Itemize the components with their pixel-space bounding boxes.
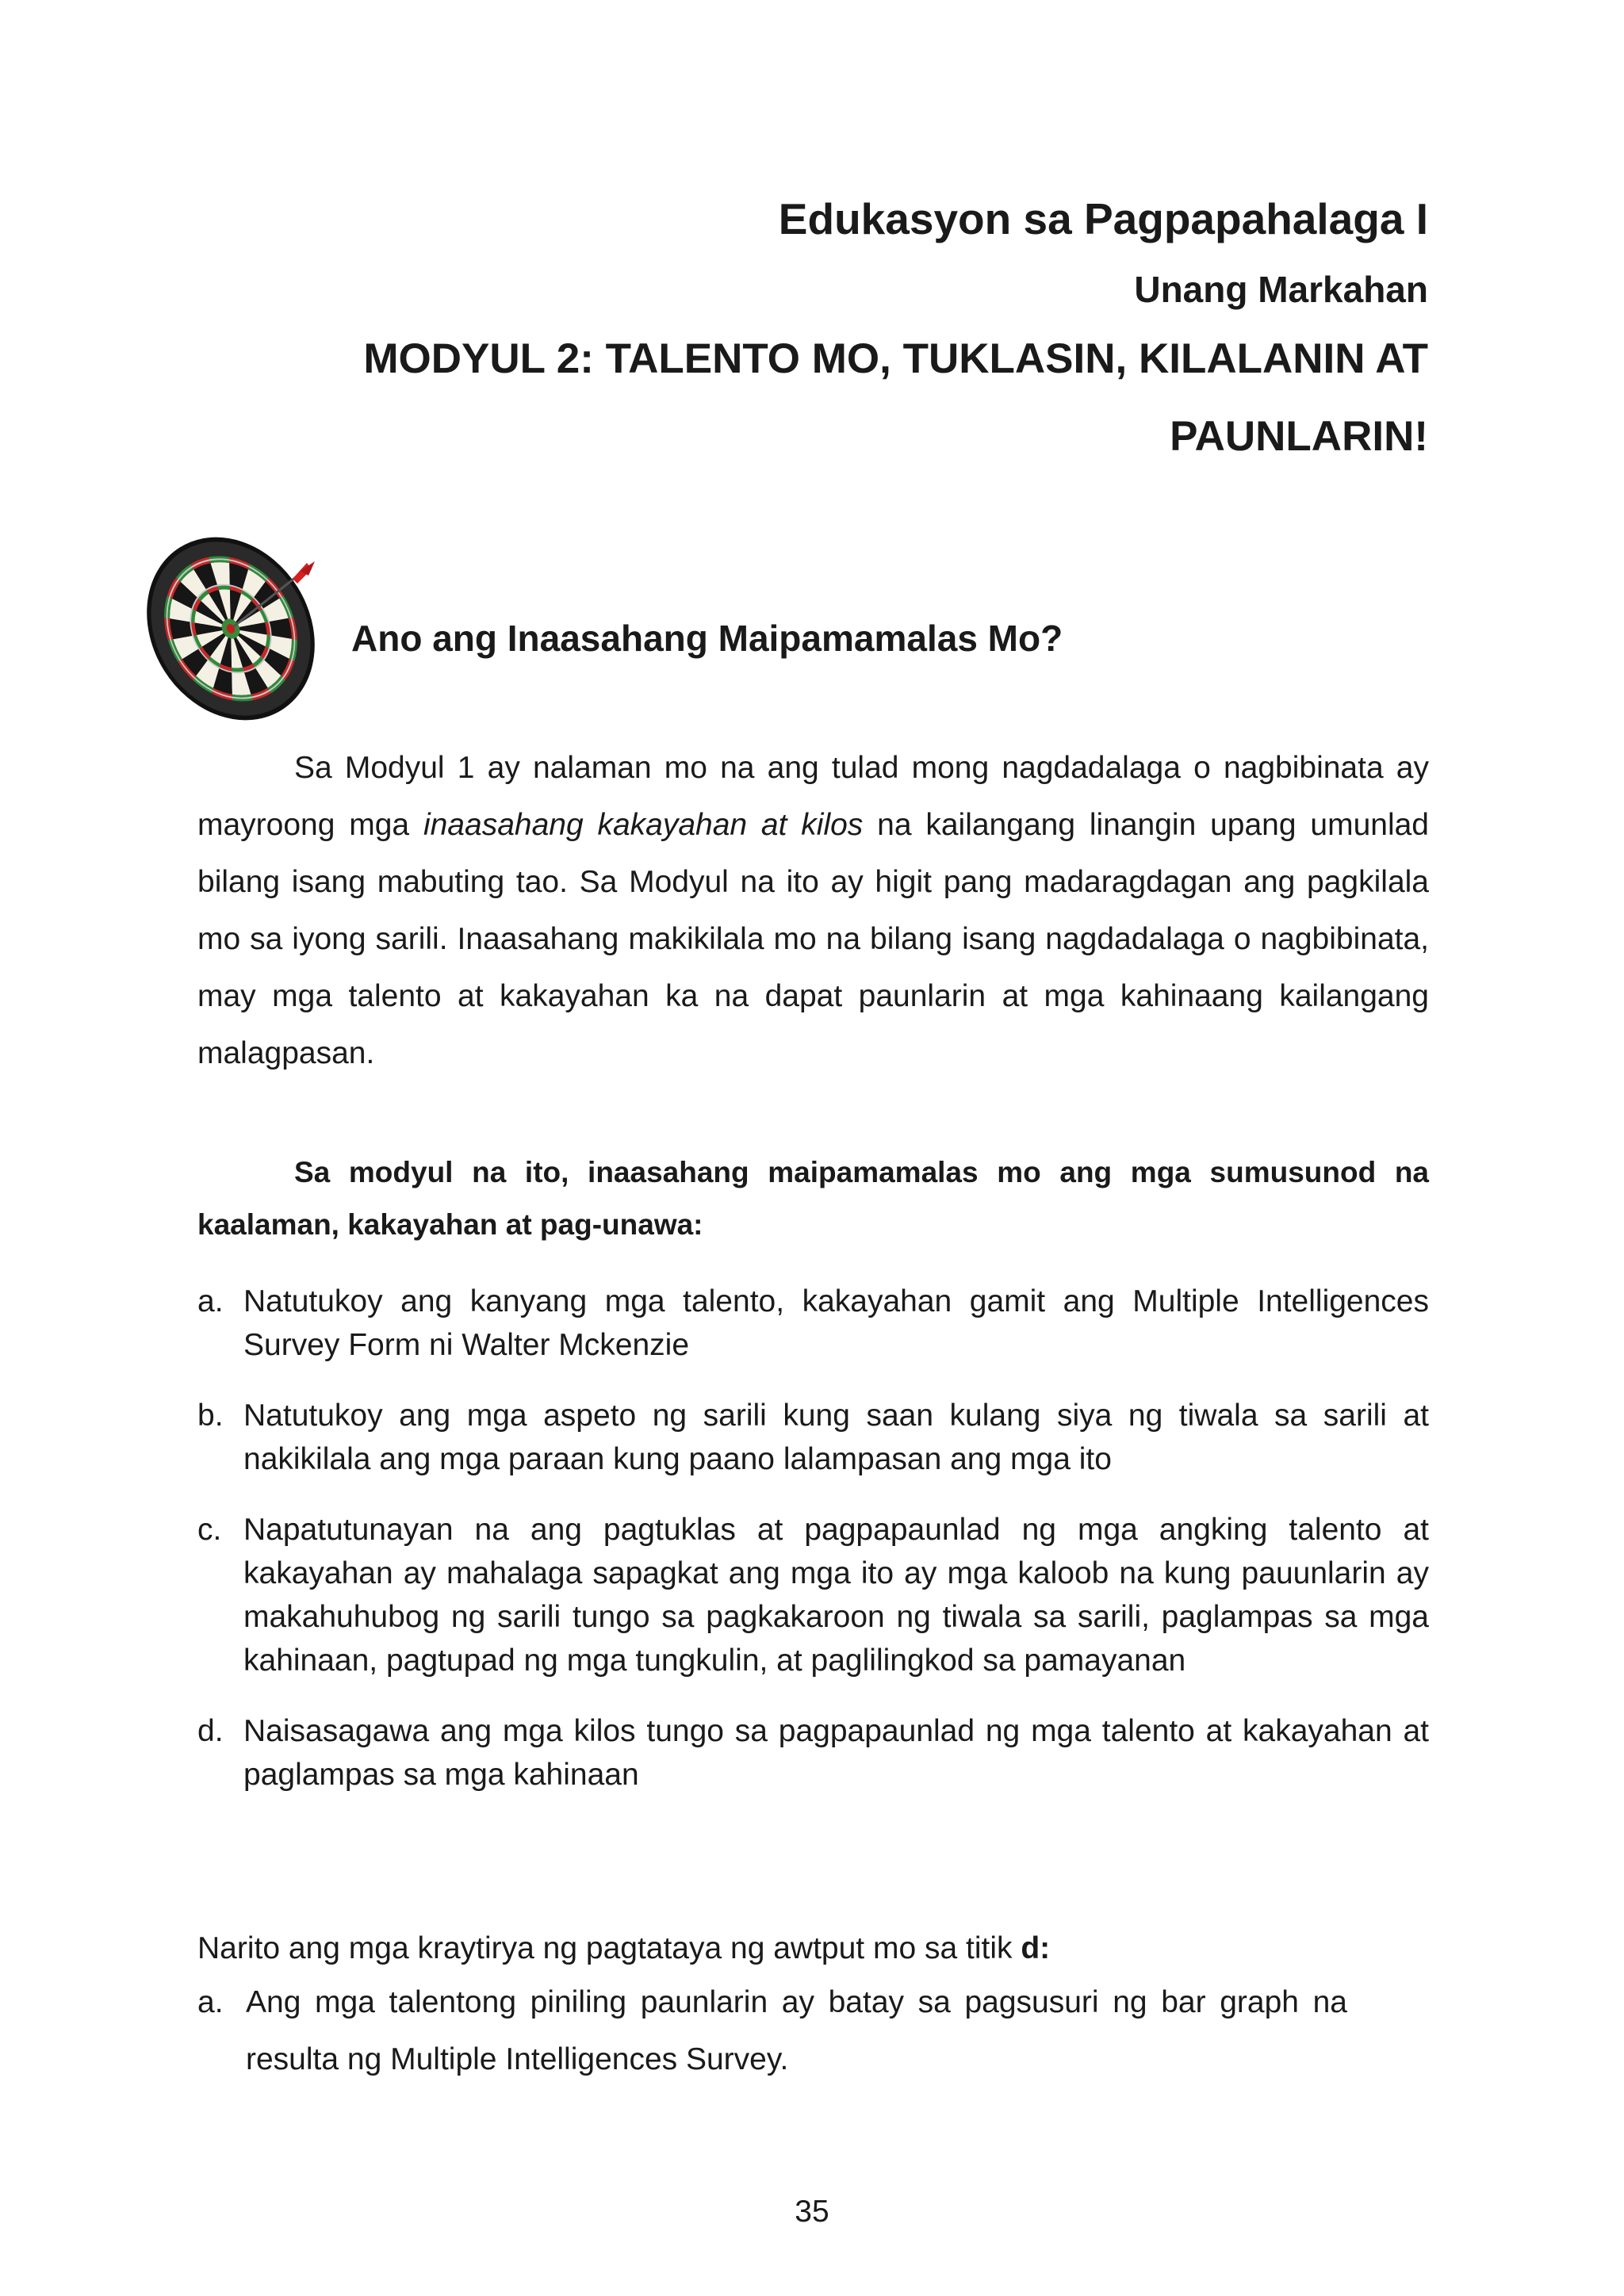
objectives-intro: Sa modyul na ito, inaasahang maipamamalas mo ang mga sumusunod na kaalaman, kakayahan at pag-unawa: <box>197 1156 1429 1241</box>
criteria-list <box>197 1974 1347 2088</box>
criteria-intro <box>197 1920 1050 1977</box>
list-item <box>197 1394 1429 1481</box>
intro-text-2: na kailangang linangin upang umunlad bilang isang mabuting tao. Sa Modyul na ito ay higit pang madaragdagan ang pagkilala mo sa iyong sarili. Inaasahang makikilala mo na bilang isang nagdadalaga o nagbibinata, may mga talento at kakayahan ka na dapat paunlarin at mga kahinaang kailangang malagpasan. <box>197 808 1429 1070</box>
intro-text-1: Sa Modyul 1 ay nalaman mo na ang tulad mong nagdadalaga o nagbibinata ay mayroong mga <box>197 751 1429 842</box>
list-marker: a. <box>197 1985 224 2019</box>
list-marker: a. <box>197 1284 224 1318</box>
dartboard-icon <box>145 523 324 721</box>
intro-emphasis: inaasahang kakayahan at kilos <box>423 808 864 842</box>
list-item-text: Napatutunayan na ang pagtuklas at pagpapaunlad ng mga angking talento at kakayahan ay mahalaga sapagkat ang mga ito ay mga kaloob na kung pauunlarin ay makahuhubog ng sarili tungo sa pagkakaroon ng tiwala sa sarili, paglampas sa mga kahinaan, pagtupad ng mga tungkulin, at paglilingkod sa pamayanan <box>243 1513 1429 1678</box>
list-marker: d. <box>197 1714 224 1748</box>
module-title-line-2: PAUNLARIN! <box>1170 413 1428 460</box>
objectives-list <box>197 1280 1429 1823</box>
list-item-text: Natutukoy ang mga aspeto ng sarili kung saan kulang siya ng tiwala sa sarili at nakikilala ang mga paraan kung paano lalampasan ang mga ito <box>243 1399 1429 1476</box>
criteria-intro-text: Narito ang mga kraytirya ng pagtataya ng awtput mo sa titik <box>197 1931 1021 1965</box>
list-item-text: Ang mga talentong piniling paunlarin ay batay sa pagsusuri ng bar graph na resulta ng Multiple Intelligences Survey. <box>246 1985 1347 2076</box>
section-heading: Ano ang Inaasahang Maipamamalas Mo? <box>351 618 1063 659</box>
criteria-intro-letter: d: <box>1021 1931 1051 1965</box>
list-item <box>197 1974 1347 2088</box>
subject-title: Edukasyon sa Pagpapahalaga I <box>778 194 1428 243</box>
page-number: 35 <box>795 2195 829 2229</box>
list-item <box>197 1709 1429 1797</box>
list-marker: c. <box>197 1513 222 1547</box>
list-item <box>197 1280 1429 1367</box>
list-item <box>197 1508 1429 1682</box>
list-marker: b. <box>197 1399 224 1433</box>
module-title-line-1: MODYUL 2: TALENTO MO, TUKLASIN, KILALANIN AT <box>363 335 1428 382</box>
list-item-text: Natutukoy ang kanyang mga talento, kakayahan gamit ang Multiple Intelligences Survey Form ni Walter Mckenzie <box>243 1284 1429 1362</box>
list-item-text: Naisasagawa ang mga kilos tungo sa pagpapaunlad ng mga talento at kakayahan at paglampas sa mga kahinaan <box>243 1714 1429 1792</box>
intro-paragraph <box>197 740 1429 1082</box>
quarter-label: Unang Markahan <box>1134 269 1428 310</box>
